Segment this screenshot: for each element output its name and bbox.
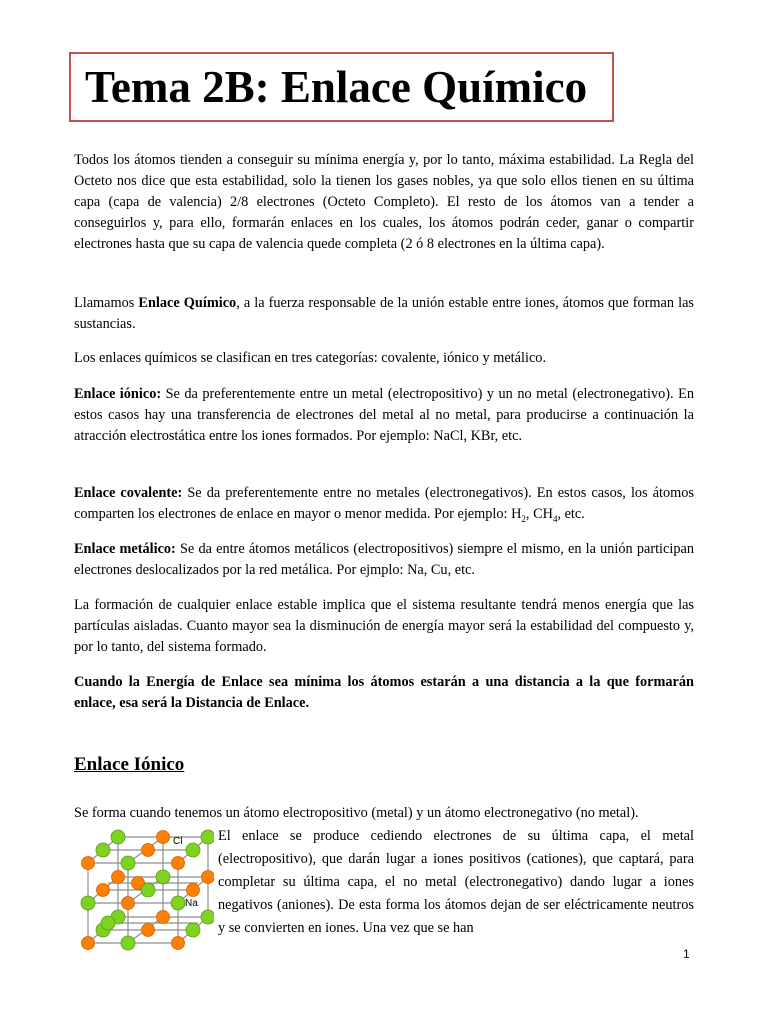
covalent-mid: , CH bbox=[525, 506, 553, 522]
formation-paragraph: La formación de cualquier enlace estable implica que el sistema resultante tendrá menos energía que las partículas aisladas. Cuanto mayor sea la disminución de energía mayor será la estabilidad del compuesto y, por lo tanto, del sistema formado. bbox=[74, 597, 694, 655]
chlorine-label: Cl bbox=[173, 836, 183, 847]
metallic-term: Enlace metálico: bbox=[74, 541, 176, 557]
metallic-definition-paragraph bbox=[74, 539, 694, 581]
title-box bbox=[69, 52, 614, 122]
ionic-text: Se da preferentemente entre un metal (electropositivo) y un no metal (electronegativo). En estos casos hay una transferencia de electrones del metal al no metal, para producirse a continuación la atracción electrostática entre los iones formados. Por ejemplo: NaCl, KBr, etc. bbox=[74, 386, 694, 444]
page-title: Tema 2B: Enlace Químico bbox=[85, 62, 588, 112]
covalent-term: Enlace covalente: bbox=[74, 485, 183, 501]
nacl-crystal-illustration bbox=[74, 827, 214, 957]
ionic-section-heading: Enlace Iónico bbox=[74, 754, 185, 775]
h2-subscript: 2 bbox=[521, 513, 526, 524]
intro-paragraph: Todos los átomos tienden a conseguir su mínima energía y, por lo tanto, máxima estabilidad. La Regla del Octeto nos dice que esta estabilidad, solo la tienen los gases nobles, ya que solo ellos tienen en su última capa (capa de valencia) 2/8 electrones (Octeto Completo). El resto de los átomos van a tender a conseguirlos y, para ello, formarán enlaces en los cuales, los átomos podrán ceder, ganar o compartir electrones hasta que su capa de valencia quede completa (2 ó 8 electrones en la última capa). bbox=[74, 152, 694, 252]
covalent-definition-paragraph bbox=[74, 483, 694, 530]
sodium-label: Na bbox=[185, 898, 198, 909]
definition-paragraph bbox=[74, 293, 694, 335]
ionic-section-first-line: Se forma cuando tenemos un átomo electropositivo (metal) y un átomo electronegativo (no metal). bbox=[74, 805, 639, 821]
covalent-text: Se da preferentemente entre no metales (electronegativos). En estos casos, los átomos comparten los electrones de enlace en mayor o menor medida. Por ejemplo: H bbox=[74, 485, 694, 522]
covalent-end: , etc. bbox=[557, 506, 585, 522]
metallic-text: Se da entre átomos metálicos (electropositivos) siempre el mismo, en la unión participan electrones deslocalizados por la red metálica. Por ejmplo: Na, Cu, etc. bbox=[74, 541, 694, 578]
ch4-subscript: 4 bbox=[552, 513, 558, 524]
categories-paragraph: Los enlaces químicos se clasifican en tres categorías: covalente, iónico y metálico. bbox=[74, 350, 547, 366]
page-number: 1 bbox=[683, 947, 690, 961]
definition-term: Enlace Químico bbox=[138, 295, 237, 311]
definition-suffix: , a la fuerza responsable de la unión estable entre iones, átomos que forman las sustancias. bbox=[74, 295, 694, 332]
ionic-term: Enlace iónico: bbox=[74, 386, 162, 402]
ionic-bond-explanation: El enlace se produce cediendo electrones de su última capa, el metal (electropositivo), que darán lugar a iones positivos (cationes), que captará, para completar su última capa, el no metal (electronegativo) dando lugar a iones negativos (aniones). De esta forma los átomos dejan de ser eléctricamente neutros y se convierten en iones. Una vez que se han bbox=[218, 828, 694, 936]
definition-prefix: Llamamos bbox=[74, 295, 139, 311]
ionic-definition-paragraph bbox=[74, 384, 694, 447]
bond-distance-paragraph: Cuando la Energía de Enlace sea mínima los átomos estarán a una distancia a la que formarán enlace, esa será la Distancia de Enlace. bbox=[74, 674, 694, 711]
